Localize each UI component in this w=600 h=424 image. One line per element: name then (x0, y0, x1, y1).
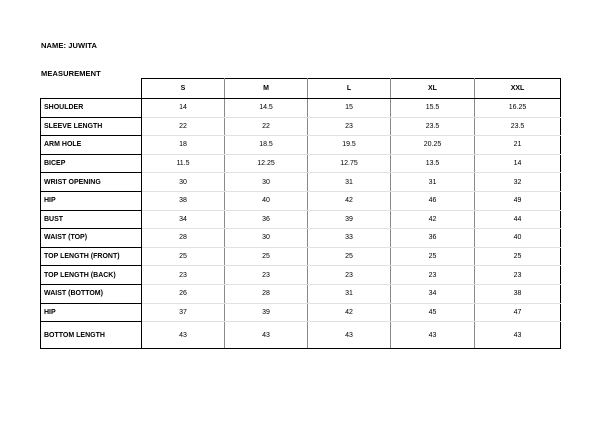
measurement-cell: 30 (225, 173, 308, 192)
table-row (41, 173, 561, 192)
measurement-cell: 45 (391, 303, 475, 322)
measurement-cell: 31 (308, 284, 391, 303)
measurement-cell: 25 (475, 247, 561, 266)
measurement-cell: 42 (391, 210, 475, 229)
table-row (41, 210, 561, 229)
measurement-cell: 22 (142, 117, 225, 136)
section-title: MEASUREMENT (41, 69, 101, 78)
row-label: SLEEVE LENGTH (41, 117, 142, 136)
measurement-cell: 21 (475, 136, 561, 155)
size-header-s: S (142, 79, 225, 99)
table-row (41, 99, 561, 118)
measurement-cell: 25 (225, 247, 308, 266)
measurement-cell: 32 (475, 173, 561, 192)
measurement-cell: 43 (142, 322, 225, 349)
measurement-cell: 12.25 (225, 154, 308, 173)
customer-name: NAME: JUWITA (41, 41, 98, 50)
measurement-cell: 23 (142, 266, 225, 285)
measurement-cell: 40 (225, 191, 308, 210)
row-label: BICEP (41, 154, 142, 173)
measurement-cell: 28 (142, 229, 225, 248)
measurement-cell: 28 (225, 284, 308, 303)
table-row (41, 117, 561, 136)
measurement-cell: 36 (391, 229, 475, 248)
measurement-cell: 43 (225, 322, 308, 349)
table-row (41, 303, 561, 322)
measurement-cell: 23 (225, 266, 308, 285)
measurement-cell: 42 (308, 303, 391, 322)
measurement-cell: 23.5 (391, 117, 475, 136)
measurement-cell: 18.5 (225, 136, 308, 155)
measurement-cell: 31 (308, 173, 391, 192)
table-row (41, 229, 561, 248)
table-row (41, 136, 561, 155)
table-row (41, 154, 561, 173)
table-row (41, 247, 561, 266)
measurement-cell: 12.75 (308, 154, 391, 173)
measurement-cell: 14 (142, 99, 225, 118)
measurement-cell: 18 (142, 136, 225, 155)
measurement-cell: 26 (142, 284, 225, 303)
measurement-cell: 39 (225, 303, 308, 322)
measurement-cell: 15.5 (391, 99, 475, 118)
size-header-xxl: XXL (475, 79, 561, 99)
row-label: HIP (41, 303, 142, 322)
measurement-cell: 25 (391, 247, 475, 266)
measurement-cell: 19.5 (308, 136, 391, 155)
measurement-cell: 22 (225, 117, 308, 136)
measurement-cell: 23.5 (475, 117, 561, 136)
row-label: TOP LENGTH (FRONT) (41, 247, 142, 266)
row-label: BOTTOM LENGTH (41, 322, 142, 349)
measurement-cell: 14 (475, 154, 561, 173)
row-label: TOP LENGTH (BACK) (41, 266, 142, 285)
measurement-table (40, 78, 561, 349)
row-label: BUST (41, 210, 142, 229)
header-corner (41, 79, 142, 99)
row-label: WRIST OPENING (41, 173, 142, 192)
measurement-cell: 33 (308, 229, 391, 248)
measurement-cell: 23 (308, 266, 391, 285)
measurement-cell: 34 (142, 210, 225, 229)
measurement-cell: 40 (475, 229, 561, 248)
measurement-cell: 43 (391, 322, 475, 349)
measurement-cell: 23 (391, 266, 475, 285)
table-row (41, 322, 561, 349)
measurement-cell: 37 (142, 303, 225, 322)
measurement-cell: 43 (475, 322, 561, 349)
measurement-cell: 13.5 (391, 154, 475, 173)
measurement-cell: 14.5 (225, 99, 308, 118)
measurement-cell: 23 (308, 117, 391, 136)
table-row (41, 284, 561, 303)
measurement-cell: 16.25 (475, 99, 561, 118)
measurement-cell: 36 (225, 210, 308, 229)
measurement-cell: 42 (308, 191, 391, 210)
measurement-cell: 30 (225, 229, 308, 248)
row-label: WAIST (TOP) (41, 229, 142, 248)
size-header-xl: XL (391, 79, 475, 99)
measurement-cell: 25 (308, 247, 391, 266)
measurement-cell: 11.5 (142, 154, 225, 173)
row-label: HIP (41, 191, 142, 210)
row-label: WAIST (BOTTOM) (41, 284, 142, 303)
measurement-cell: 46 (391, 191, 475, 210)
measurement-cell: 39 (308, 210, 391, 229)
measurement-cell: 38 (475, 284, 561, 303)
size-header-m: M (225, 79, 308, 99)
measurement-cell: 31 (391, 173, 475, 192)
measurement-cell: 34 (391, 284, 475, 303)
measurement-cell: 49 (475, 191, 561, 210)
measurement-cell: 20.25 (391, 136, 475, 155)
table-row (41, 191, 561, 210)
measurement-cell: 15 (308, 99, 391, 118)
measurement-cell: 30 (142, 173, 225, 192)
measurement-cell: 25 (142, 247, 225, 266)
size-header-row (41, 79, 561, 99)
row-label: SHOULDER (41, 99, 142, 118)
row-label: ARM HOLE (41, 136, 142, 155)
table-row (41, 266, 561, 285)
measurement-cell: 23 (475, 266, 561, 285)
measurement-cell: 47 (475, 303, 561, 322)
measurement-cell: 44 (475, 210, 561, 229)
size-header-l: L (308, 79, 391, 99)
measurement-cell: 43 (308, 322, 391, 349)
measurement-cell: 38 (142, 191, 225, 210)
